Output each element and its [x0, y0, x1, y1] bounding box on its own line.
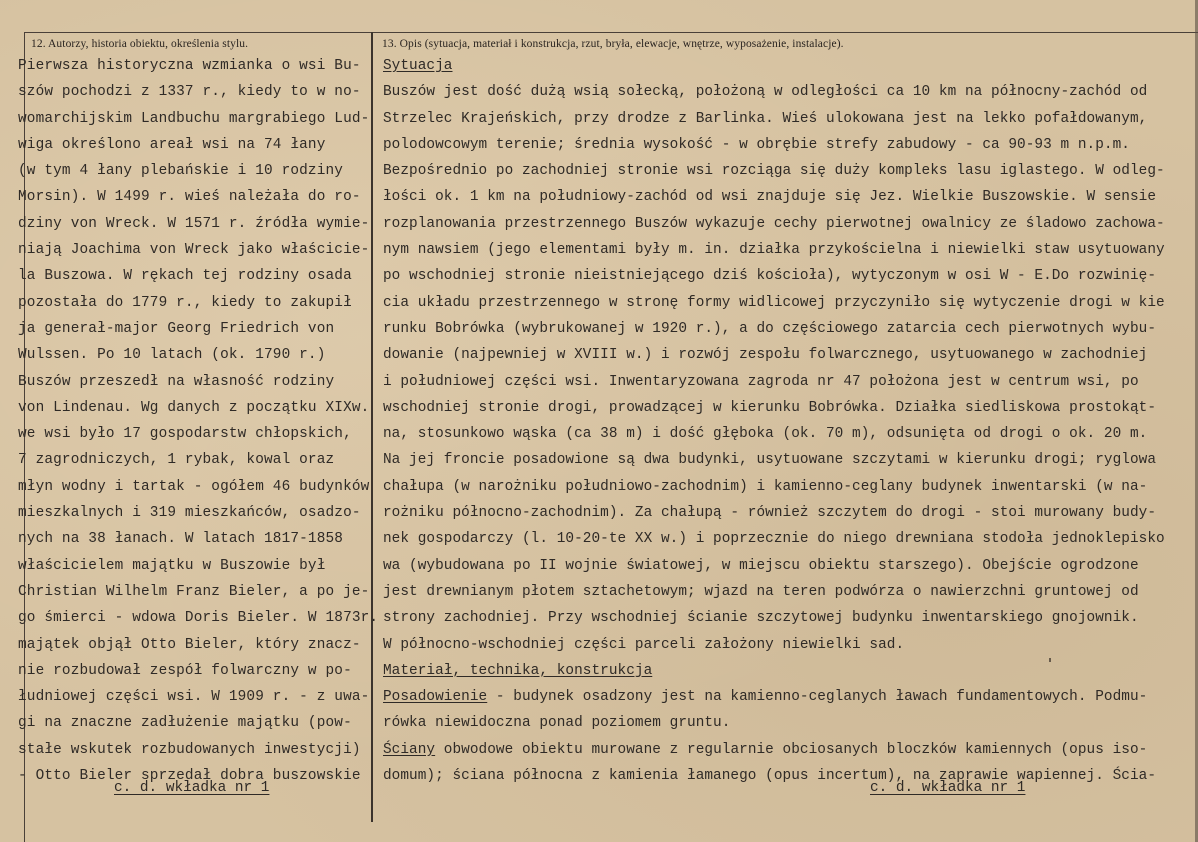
situation-line: i południowej części wsi. Inwentaryzowana zagroda nr 47 położona jest w centrum wsi, po — [383, 373, 1139, 390]
history-line: ja generał-major Georg Friedrich von — [18, 320, 335, 337]
history-column — [18, 53, 379, 789]
foundation-label: Posadowienie — [383, 689, 488, 706]
walls-line-2: domum); ściana północna z kamienia łamanego (opus incertum), na zaprawie wapiennej. Ścia- — [383, 768, 1157, 785]
history-line: stałe wskutek rozbudowanych inwestycji) — [18, 741, 361, 758]
top-rule — [24, 32, 1198, 33]
situation-line: Na jej froncie posadowione są dwa budynki, usytuowane szczytami w kierunku drogi; ryglowa — [383, 452, 1157, 469]
history-line: pozostała do 1779 r., kiedy to zakupił — [18, 294, 352, 311]
situation-line: po wschodniej stronie nieistniejącego dziś kościoła), wytyczonym w osi W - E.Do rozwinię- — [383, 268, 1157, 285]
history-line: nych na 38 łanach. W latach 1817-1858 — [18, 531, 344, 548]
history-line: niają Joachima von Wreck jako właściciе- — [18, 242, 370, 259]
material-heading: Materiał, technika, konstrukcja — [383, 662, 653, 679]
history-line: 7 zagrodniczych, 1 rybak, kowal oraz — [18, 452, 335, 469]
situation-line: rożniku północno-zachodnim). Za chałupą - również szczytem do drogi - stoi murowany budy- — [383, 505, 1157, 522]
walls-line — [383, 737, 1195, 763]
situation-line: wa (wybudowana po II wojnie światowej, w miejscu obiektu starszego). Obejście ogrodzone — [383, 557, 1139, 574]
history-line: mieszkalnych i 319 mieszkańców, osadzo- — [18, 505, 361, 522]
continuation-note-left: c. d. wkładka nr 1 — [114, 780, 270, 796]
situation-line: nym nawsiem (jego elementami były m. in. działka przykościelna i niewielki staw usytuowany — [383, 242, 1165, 259]
walls-text: obwodowe obiektu murowane z regularnie obciosanych bloczków kamiennych (opus iso- — [435, 741, 1148, 758]
situation-heading: Sytuacja — [383, 58, 453, 74]
history-line: nie rozbudował zespół folwarczny w po- — [18, 662, 352, 679]
history-line: Pierwsza historyczna wzmianka o wsi Bu- — [18, 58, 361, 74]
situation-line: chałupa (w narożniku południowo-zachodnim) i kamienno-ceglany budynek inwentarski (w na- — [383, 478, 1148, 495]
history-line: dziny von Wreck. W 1571 r. źródła wymie- — [18, 215, 370, 232]
situation-line: Strzelec Krajeńskich, przy drodze z Barlinka. Wieś ulokowana jest na lekko pofałdowanym, — [383, 110, 1148, 127]
history-line: Wulssen. Po 10 latach (ok. 1790 r.) — [18, 347, 326, 364]
situation-line: strony zachodniej. Przy wschodniej ścianie szczytowej budynku inwentarskiego gnojownik. — [383, 610, 1139, 627]
history-line: von Lindenau. Wg danych z początku XIXw. — [18, 399, 370, 416]
section-12-header: 12. Autorzy, historia obiektu, określenia stylu. — [31, 38, 249, 50]
history-line: szów pochodzi z 1337 r., kiedy to w no- — [18, 84, 361, 101]
history-line: majątek objął Otto Bieler, który znacz- — [18, 636, 361, 653]
history-line: Buszów przeszedł na własność rodziny — [18, 373, 335, 390]
history-line: Morsin). W 1499 r. wieś należała do ro- — [18, 189, 361, 206]
situation-line: dowanie (najpewniej w XVIII w.) i rozwój zespołu folwarcznego, usytuowanego w zachodniej — [383, 347, 1148, 364]
description-column — [383, 53, 1195, 789]
foundation-line-2: rówka niewidoczna ponad poziomem gruntu. — [383, 715, 731, 732]
paper-speck — [1049, 658, 1051, 662]
foundation-text: - budynek osadzony jest na kamienno-ceglanych ławach fundamentowych. Podmu- — [487, 689, 1148, 706]
walls-label: Ściany — [383, 741, 436, 758]
situation-line: jest drewnianym płotem sztachetowym; wjazd na teren podwórza o nawierzchni gruntowej od — [383, 583, 1139, 600]
history-line: la Buszowa. W rękach tej rodziny osada — [18, 268, 352, 285]
situation-line: cia układu przestrzennego w stronę formy widlicowej przyczyniło się wytyczenie drogi w kie — [383, 294, 1165, 311]
situation-line: wschodniej stronie drogi, prowadzącej w kierunku Bobrówka. Działka siedliskowa prostokąt- — [383, 399, 1157, 416]
situation-line: Bezpośrednio po zachodniej stronie wsi rozciąga się duży kompleks lasu iglastego. W odleg- — [383, 163, 1165, 180]
history-line: Christian Wilhelm Franz Bieler, a po je- — [18, 583, 370, 600]
history-line: młyn wodny i tartak - ogółem 46 budynków — [18, 478, 370, 495]
foundation-line — [383, 684, 1195, 710]
history-line: wiga określono areał wsi na 74 łany — [18, 136, 326, 153]
history-line: (w tym 4 łany plebańskie i 10 rodziny — [18, 163, 344, 180]
situation-line: Buszów jest dość dużą wsią sołecką, położoną w odległości ca 10 km na północny-zachód od — [383, 84, 1148, 101]
situation-line: W północno-wschodniej części parceli założony niewielki sad. — [383, 636, 905, 653]
situation-line: rozplanowania przestrzennego Buszów wykazuje cechy pierwotnej owalnicy ze śladowo zachowa- — [383, 215, 1165, 232]
history-line: womarchijskim Landbuchu margrabiego Lud- — [18, 110, 370, 127]
history-line: we wsi było 17 gospodarstw chłopskich, — [18, 426, 352, 443]
history-line: łudniowej części wsi. W 1909 r. - z uwa- — [18, 689, 370, 706]
situation-line: nek gospodarczy (l. 10-20-te XX w.) i poprzecznie do niego drewniana stodoła jednoklepisko — [383, 531, 1165, 548]
history-line: - Otto Bieler sprzedał dobra buszowskie — [18, 768, 361, 785]
history-line: właścicielem majątku w Buszowie był — [18, 557, 326, 574]
situation-line: polodowcowym terenie; średnia wysokość - w obrębie strefy zabudowy - ca 90-93 m n.p.m. — [383, 136, 1130, 153]
situation-line: na, stosunkowo wąska (ca 38 m) i dość głęboka (ok. 70 m), odsunięta od drogi o ok. 20 m. — [383, 426, 1148, 443]
continuation-note-right: c. d. wkładka nr 1 — [870, 780, 1026, 796]
history-line: go śmierci - wdowa Doris Bieler. W 1873r. — [18, 610, 379, 627]
situation-line: łości ok. 1 km na południowy-zachód od wsi znajduje się Jez. Wielkie Buszowskie. W sensie — [383, 189, 1157, 206]
history-line: gi na znaczne zadłużenie majątku (pow- — [18, 715, 352, 732]
situation-line: runku Bobrówka (wybrukowanej w 1920 r.), a do częściowego zatarcia cech pierwotnych wybu- — [383, 320, 1157, 337]
section-13-header: 13. Opis (sytuacja, materiał i konstrukcja, rzut, bryła, elewacje, wnętrze, wyposażenie, instalacje). — [382, 38, 844, 50]
